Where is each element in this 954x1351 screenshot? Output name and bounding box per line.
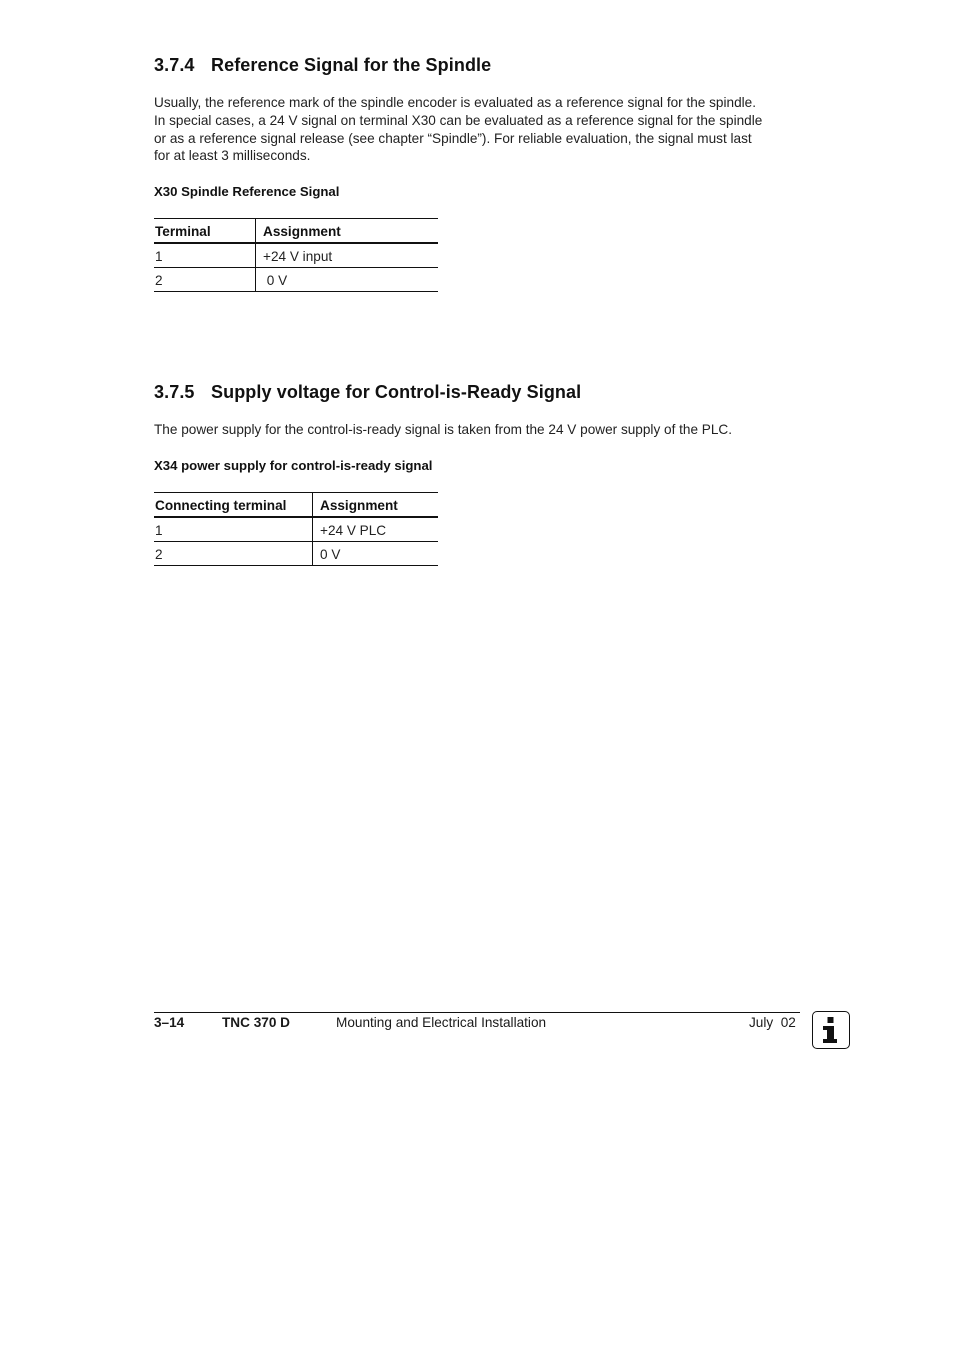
table-cell: 1	[154, 243, 256, 268]
footer-page-number: 3–14	[154, 1015, 185, 1030]
column-header: Assignment	[256, 219, 439, 244]
table-cell: 2	[154, 268, 256, 292]
footer-date: July 02	[749, 1015, 796, 1030]
table-cell: 0 V	[313, 542, 439, 566]
table-header-row	[154, 493, 438, 518]
section-number: 3.7.5	[154, 382, 195, 402]
footer-chapter: Mounting and Electrical Installation	[336, 1015, 547, 1030]
table-cell: 2	[154, 542, 313, 566]
table-row	[154, 243, 438, 268]
info-icon	[812, 1011, 850, 1049]
column-header: Assignment	[313, 493, 439, 518]
paragraph-line: for at least 3 milliseconds.	[154, 148, 311, 164]
table-row	[154, 542, 438, 566]
footer-rule	[154, 1012, 800, 1013]
x30-terminal-table	[154, 218, 438, 292]
section-number: 3.7.4	[154, 55, 195, 75]
section-paragraph	[154, 94, 814, 165]
paragraph-line: Usually, the reference mark of the spindle encoder is evaluated as a reference signal for the spindle.	[154, 95, 756, 110]
table-caption: X34 power supply for control-is-ready signal	[154, 458, 433, 473]
table-row	[154, 268, 438, 292]
table-cell: 1	[154, 517, 313, 542]
table-header-row	[154, 219, 438, 244]
x34-terminal-table	[154, 492, 438, 566]
table-cell: 0 V	[256, 268, 439, 292]
paragraph-line: or as a reference signal release (see chapter “Spindle”). For reliable evaluation, the signal must last	[154, 130, 752, 146]
section-title: Reference Signal for the Spindle	[211, 55, 492, 75]
footer-product: TNC 370 D	[222, 1015, 290, 1030]
column-header: Connecting terminal	[154, 493, 313, 518]
section-paragraph: The power supply for the control-is-ready signal is taken from the 24 V power supply of the PLC.	[154, 422, 733, 437]
section-title: Supply voltage for Control-is-Ready Signal	[211, 382, 582, 402]
table-row	[154, 517, 438, 542]
column-header: Terminal	[154, 219, 256, 244]
table-caption: X30 Spindle Reference Signal	[154, 184, 340, 199]
section-heading-3-7-4	[154, 55, 491, 76]
table-cell: +24 V input	[256, 243, 439, 268]
paragraph-line: In special cases, a 24 V signal on terminal X30 can be evaluated as a reference signal for the spindle	[154, 112, 763, 128]
section-heading-3-7-5	[154, 382, 581, 403]
table-cell: +24 V PLC	[313, 517, 439, 542]
